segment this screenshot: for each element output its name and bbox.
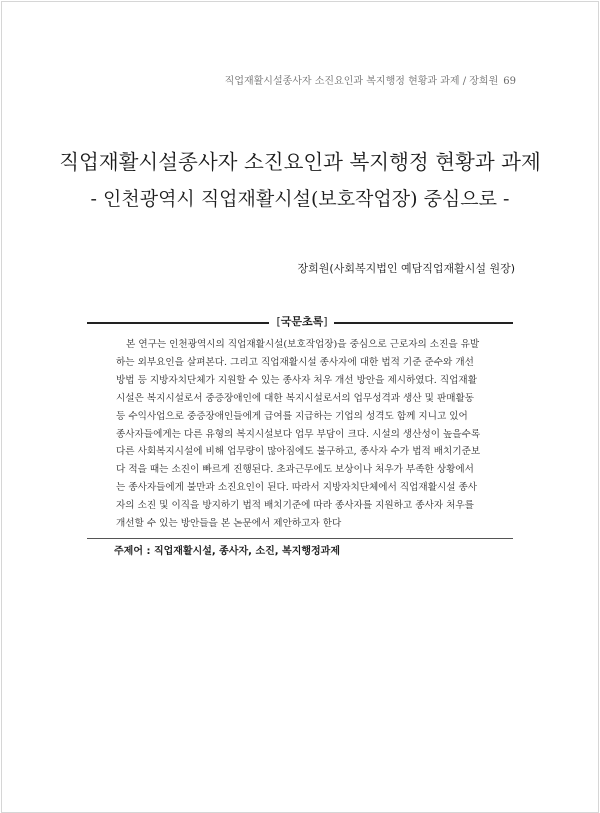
- abstract-line: 는 종사자들에게 불만과 소진요인이 된다. 따라서 지방자치단체에서 직업재활시설 종사: [116, 482, 478, 494]
- abstract-line: 자의 소진 및 이직을 방지하기 법적 배치기준에 따라 종사자를 지원하고 종사자 처우를: [116, 500, 474, 512]
- author-affiliation: 장희원(사회복지법인 예담직업재활시설 원장): [297, 262, 515, 275]
- abstract-heading: [270, 314, 334, 330]
- abstract-line: 등 수익사업으로 중증장애인들에게 급여를 지급하는 기업의 성격도 함께 지니고 있어: [116, 410, 468, 422]
- abstract-line: 다 적을 때는 소진이 빠르게 진행된다. 초과근무에도 보상이나 처우가 부족한 상황에서: [116, 464, 474, 476]
- running-title: 직업재활시설종사자 소진요인과 복지행정 현황과 과제 / 장희원: [224, 76, 499, 87]
- abstract-line: 본 연구는 인천광역시의 직업재활시설(보호작업장)을 중심으로 근로자의 소진을 유발: [126, 339, 480, 350]
- abstract-line: 개선할 수 있는 방안들을 본 논문에서 제안하고자 한다: [116, 518, 342, 530]
- running-header: [225, 72, 516, 87]
- abstract-line: 시설은 복지시설로서 중증장애인에 대한 복지시설로서의 업무성격과 생산 및 판매활동: [116, 392, 475, 404]
- keywords: 주제어 : 직업재활시설, 종사자, 소진, 복지행정과제: [114, 546, 341, 557]
- abstract-line: 방법 등 지방자치단체가 지원할 수 있는 종사자 처우 개선 방안을 제시하였다. 직업재활: [116, 374, 477, 386]
- paper-title: 직업재활시설종사자 소진요인과 복지행정 현황과 과제: [59, 150, 541, 174]
- abstract-line: 하는 외부요인을 살펴본다. 그리고 직업재활시설 종사자에 대한 법적 기준 준수와 개선: [116, 356, 474, 368]
- abstract-line: 다른 사회복지시설에 비해 업무량이 많아짐에도 불구하고, 종사자 수가 법적 배치기준보: [116, 446, 481, 458]
- page-number: 69: [503, 76, 516, 87]
- paper-subtitle: - 인천광역시 직업재활시설(보호작업장) 중심으로 -: [90, 188, 510, 210]
- heading-bracket-close: ]: [323, 315, 328, 328]
- keywords-rule: [87, 538, 513, 539]
- abstract-body: [116, 336, 486, 533]
- abstract-rule-right: [334, 322, 513, 324]
- abstract-line: 종사자들에게는 다른 유형의 복지시설보다 업무 부담이 크다. 시설의 생산성이 높을수록: [116, 428, 481, 440]
- abstract-heading-text: 국문초록: [280, 315, 324, 328]
- heading-bracket-open: [: [276, 315, 281, 328]
- abstract-rule-left: [87, 322, 269, 324]
